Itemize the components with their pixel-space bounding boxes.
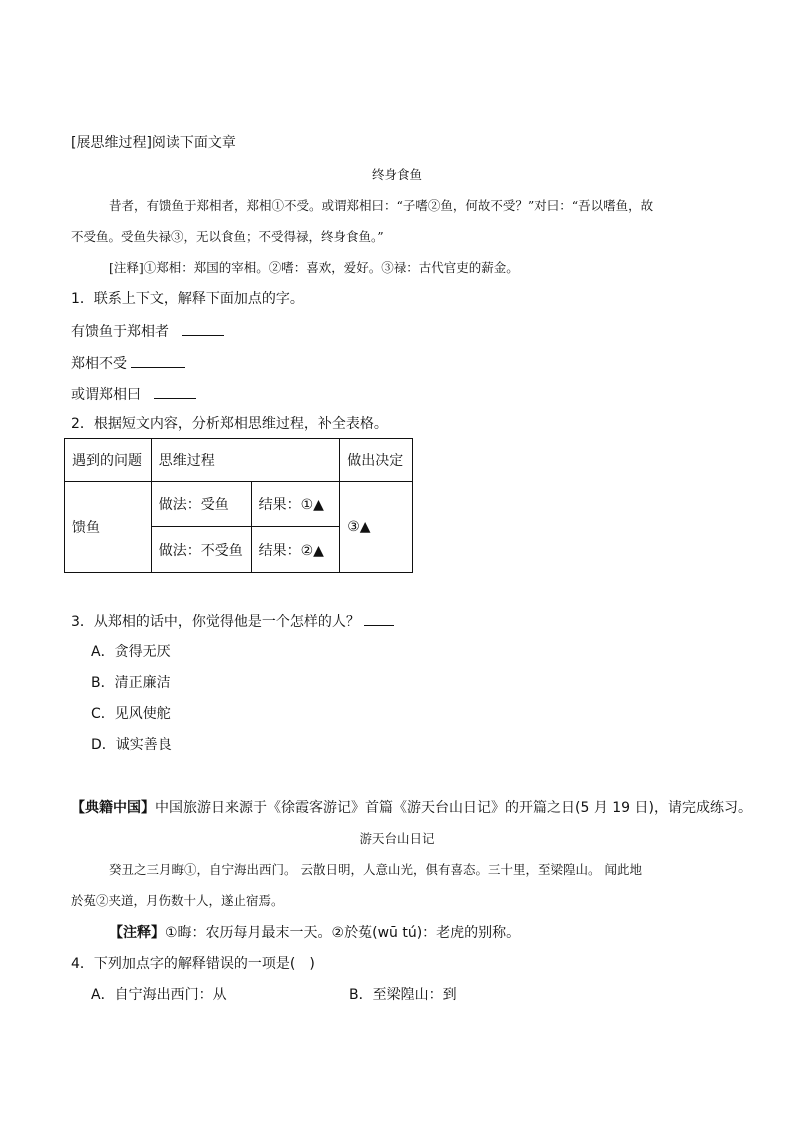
note-tag: 【注释】 <box>109 925 165 941</box>
passage-title: 终身食鱼 <box>371 167 422 182</box>
answer-blank[interactable] <box>154 384 196 399</box>
header-process: 思维过程 <box>151 439 340 482</box>
cell-method-accept: 做法：受鱼 <box>151 482 251 527</box>
cell-problem: 馈鱼 <box>65 482 152 573</box>
cell-result-2: 结果：②▲ <box>251 527 340 573</box>
option-a[interactable]: A．贪得无厌 <box>91 644 171 660</box>
question-4-stem: 4．下列加点字的解释错误的一项是( ) <box>71 956 315 972</box>
passage-text-line: 不受鱼。受鱼失禄③，无以食鱼；不受得禄，终身食鱼。” <box>71 229 384 244</box>
question-1-item <box>71 384 196 404</box>
q4-option-a[interactable]: A．自宁海出西门：从 <box>91 987 227 1003</box>
passage-2-note <box>109 924 520 942</box>
stem-text: 3．从郑相的话中，你觉得他是一个怎样的人？ <box>71 614 360 630</box>
passage-2-text-line: 癸丑之三月晦①，自宁海出西门。 云散日明，人意山光，俱有喜态。三十里，至梁隍山。 闻此地 <box>109 862 642 877</box>
question-2-stem: 2．根据短文内容，分析郑相思维过程，补全表格。 <box>71 416 388 432</box>
header-problem: 遇到的问题 <box>65 439 152 482</box>
section-heading: [展思维过程]阅读下面文章 <box>71 135 236 151</box>
answer-blank[interactable] <box>182 321 224 336</box>
cell-result-1: 结果：①▲ <box>251 482 340 527</box>
answer-blank[interactable] <box>364 611 394 626</box>
header-decision: 做出决定 <box>340 439 413 482</box>
question-1-item <box>71 321 224 341</box>
question-1-stem: 1．联系上下文，解释下面加点的字。 <box>71 291 304 307</box>
cell-decision: ③▲ <box>340 482 413 573</box>
option-d[interactable]: D．诚实善良 <box>91 737 172 753</box>
cell-method-refuse: 做法：不受鱼 <box>151 527 251 573</box>
option-c[interactable]: C．见风使舵 <box>91 706 171 722</box>
section-tag: 【典籍中国】 <box>71 800 155 816</box>
intro-text: 中国旅游日来源于《徐霞客游记》首篇《游天台山日记》的开篇之日(5 月 19 日)，请完成练习。 <box>155 800 752 816</box>
question-3-stem <box>71 611 394 631</box>
passage-note: [注释]①郑相：郑国的宰相。②嗜：喜欢，爱好。③禄：古代官吏的薪金。 <box>109 260 519 275</box>
question-1-item <box>71 353 185 373</box>
passage-text-line: 昔者，有馈鱼于郑相者，郑相①不受。或谓郑相曰：“子嗜②鱼，何故不受？”对曰：“吾以嗜鱼，故 <box>109 198 654 213</box>
option-b[interactable]: B．清正廉洁 <box>91 675 171 691</box>
note-text: ①晦：农历每月最末一天。②於菟(wū tú)：老虎的别称。 <box>165 925 521 941</box>
item-text: 或谓郑相曰 <box>71 387 141 403</box>
passage-2-text-line: 於菟②夹道，月伤数十人，遂止宿焉。 <box>71 893 284 908</box>
q4-option-b[interactable]: B．至梁隍山：到 <box>349 987 457 1003</box>
passage-2-title: 游天台山日记 <box>359 831 435 846</box>
section-2-intro <box>71 799 752 817</box>
item-text: 郑相不受 <box>71 356 127 372</box>
answer-blank[interactable] <box>131 353 185 368</box>
thinking-process-table <box>64 438 413 573</box>
item-text: 有馈鱼于郑相者 <box>71 324 169 340</box>
